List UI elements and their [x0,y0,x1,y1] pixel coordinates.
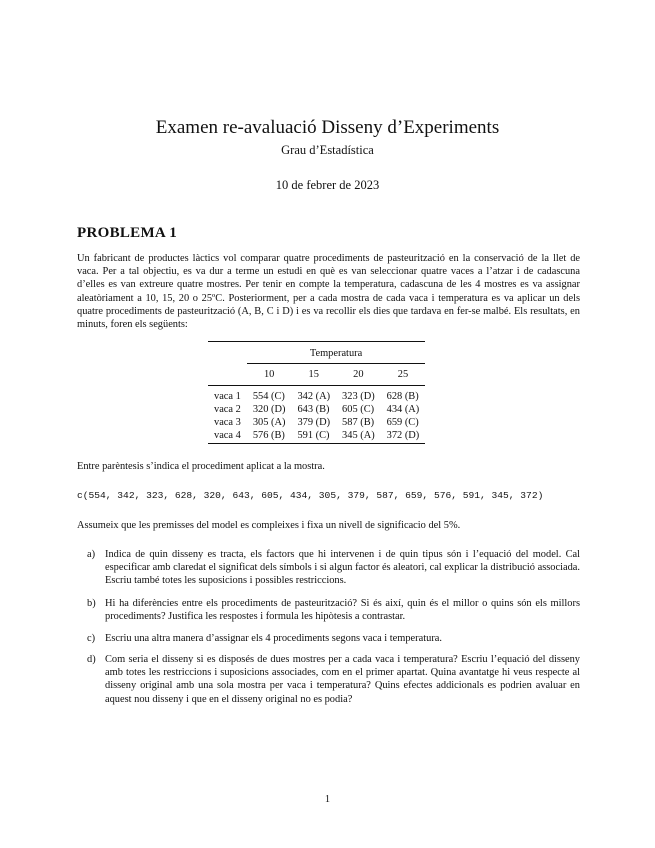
table-cell: 379 (D) [297,417,331,428]
table-row [208,416,425,429]
question-label: a) [87,549,96,560]
table-cell: 587 (B) [342,417,375,428]
table-row [208,386,425,404]
table-cell: 643 (B) [297,404,330,415]
question-label: b) [87,598,96,609]
table-row [208,403,425,416]
exam-subtitle: Grau d’Estadística [281,143,374,157]
table-corner-2 [208,364,247,386]
table-row-label: vaca 1 [208,386,247,404]
question-text: Com seria el disseny si es disposés de dues mostres per a cada vaca i temperatura? Escriu l’equació del disseny amb totes les restriccions i suposicions associades, com en el primer apartat. Quina avantatge hi veus respecte al disseny original amb una sola mostra per vaca i temperatura? Quins efectes addicionals es podrien avaluar en aquest nou disseny i que en el disseny original no es podia? [105,654,580,705]
question-text: Indica de quin disseny es tracta, els factors que hi intervenen i de quin tipus són i l’equació del model. Cal especificar amb claredat el significat dels símbols i si algun factor és aleatori, cal explicar la distribució associada. Escriu també totes les suposicions i possibles restriccions. [105,549,580,587]
problem-heading: PROBLEMA 1 [77,225,178,241]
table-cell: 434 (A) [386,404,420,415]
table-cell: 345 (A) [336,429,381,444]
table-cell: 305 (A) [252,417,286,428]
table-cell: 342 (A) [291,386,336,404]
table-cell: 659 (C) [386,417,419,428]
question-item [77,653,580,706]
table-column-header: 25 [397,369,409,380]
r-data-vector: c(554, 342, 323, 628, 320, 643, 605, 434, 305, 379, 587, 659, 576, 591, 345, 372) [77,490,544,501]
table-row-label: vaca 4 [208,429,247,444]
problem-intro: Un fabricant de productes làctics vol comparar quatre procediments de pasteurització en la conservació de la llet de vaca. Per a tal objectiu, es va dur a terme un estudi en què es van seleccionar quatre vaces a l’atzar i de cadascuna d’elles es van extreure quatre mostres. Per tenir en compte la temperatura, cadascuna de les 4 mostres es va assignar aleatòriament a 10, 15, 20 o 25ºC. Posteriorment, per a cada mostra de cada vaca i temperatura es va aplicar un dels quatre procediments de pasteurització (A, B, C i D) i es va recollir els dies que tardava en fer-se malbé. Els resultats, en minuts, foren els següents: [77,253,580,331]
table-cell: 576 (B) [247,429,292,444]
table-corner [208,342,247,364]
exam-title: Examen re-avaluació Disseny d’Experiments [155,117,500,138]
question-text: Escriu una altra manera d’assignar els 4 procediments segons vaca i temperatura. [105,633,442,644]
table-cell: 628 (B) [381,386,426,404]
table-column-header: 20 [353,369,364,380]
exam-date: 10 de febrer de 2023 [275,178,380,192]
table-note: Entre parèntesis s’indica el procediment aplicat a la mostra. [77,461,325,472]
table-cell: 372 (D) [381,429,426,444]
table-cell: 323 (D) [336,386,381,404]
table-row [208,429,425,444]
assumption-text: Assumeix que les premisses del model es compleixes i fixa un nivell de significacio del 5%. [77,520,461,531]
table-column-header: 10 [263,369,275,380]
question-text: Hi ha diferències entre els procediments de pasteurització? Si és així, quin és el millor o quins són els millors procediments? Justifica les respostes i formula les hipòtesis a contrastar. [105,598,580,623]
table-cell: 320 (D) [252,404,286,415]
table-row-label: vaca 3 [214,417,241,428]
table-cell: 591 (C) [291,429,336,444]
question-item [77,597,580,623]
results-table [208,341,425,444]
table-group-header: Temperatura [247,342,425,364]
table-column-header: 15 [308,369,319,380]
question-item [77,548,580,588]
question-item [77,632,580,645]
table-row-label: vaca 2 [214,404,241,415]
page-number: 1 [324,794,331,805]
question-label: d) [87,654,96,665]
table-cell: 605 (C) [342,404,375,415]
question-label: c) [87,633,96,644]
table-cell: 554 (C) [247,386,292,404]
